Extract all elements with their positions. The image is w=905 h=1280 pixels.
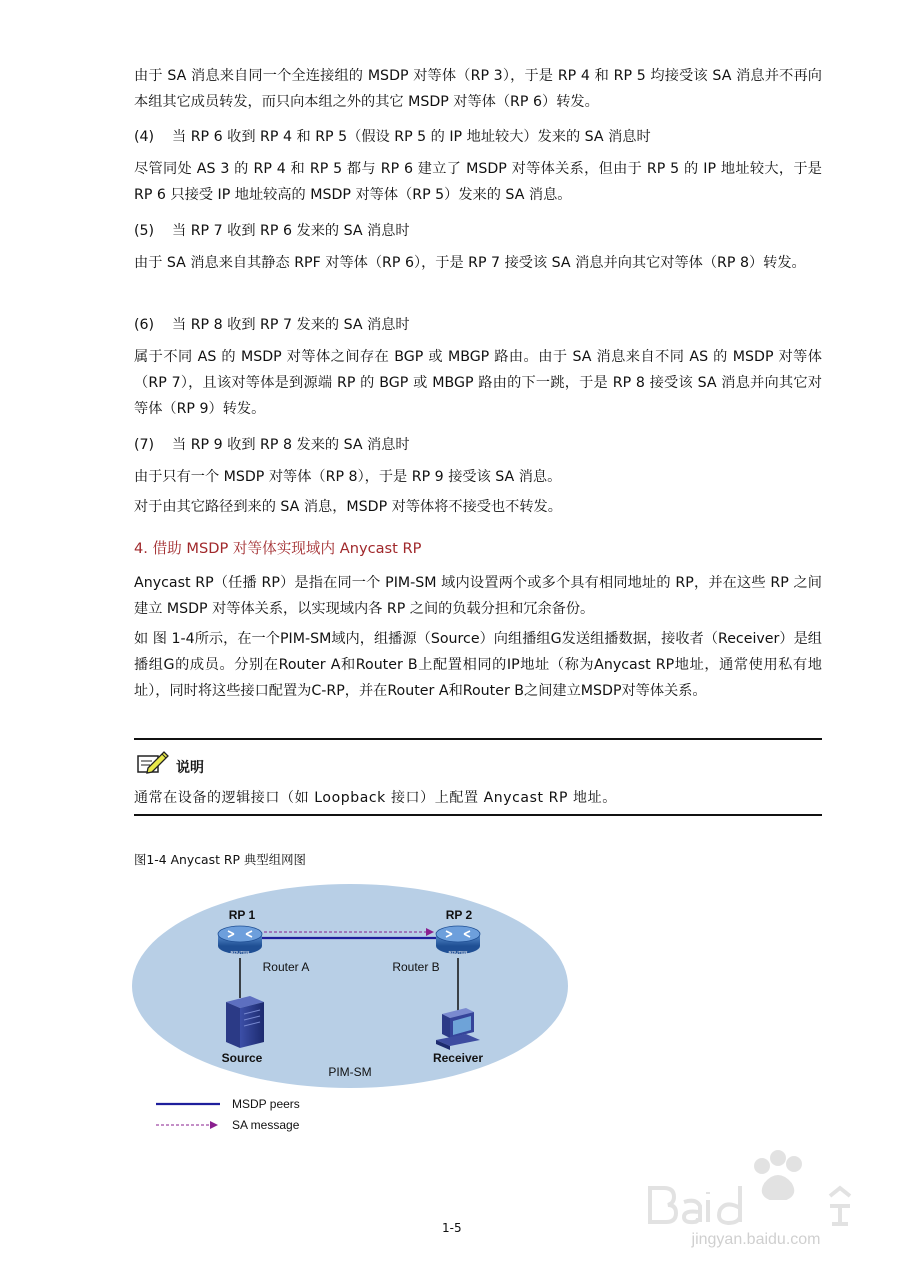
list-heading: [134, 312, 410, 338]
list-heading-text: 当 RP 6 收到 RP 4 和 RP 5（假设 RP 5 的 IP 地址较大）发来的 SA 消息时: [172, 129, 651, 145]
router-b-icon: [436, 926, 480, 955]
receiver-label: Receiver: [432, 1051, 484, 1065]
list-heading-text: 当 RP 7 收到 RP 6 发来的 SA 消息时: [172, 223, 410, 239]
section-title: 4. 借助 MSDP 对等体实现域内 Anycast RP: [134, 540, 422, 557]
paragraph: 尽管同处 AS 3 的 RP 4 和 RP 5 都与 RP 6 建立了 MSDP 对等体关系，但由于 RP 5 的 IP 地址较大，于是 RP 6 只接受 IP 地址较高的 MSDP 对等体（RP 5）发来的 SA 消息。: [134, 161, 822, 203]
list-number: (5): [134, 223, 155, 239]
list-heading-text: 当 RP 8 收到 RP 7 发来的 SA 消息时: [172, 317, 410, 333]
router-a-label: Router A: [262, 960, 310, 974]
figure-caption: 图1-4 Anycast RP 典型组网图: [134, 852, 306, 867]
list-heading: [134, 432, 410, 458]
pencil-note-icon: [136, 748, 170, 776]
router-a-badge: ROUTER: [230, 950, 250, 955]
list-number: (6): [134, 317, 155, 333]
paragraph: 属于不同 AS 的 MSDP 对等体之间存在 BGP 或 MBGP 路由。由于 SA 消息来自不同 AS 的 MSDP 对等体（RP 7），且该对等体是到源端 RP 的 BGP 或 MBGP 路由的下一跳，于是 RP 8 接受该 SA 消息并向其它对等体（RP 9）转发。: [134, 349, 822, 417]
list-number: (4): [134, 129, 155, 145]
rp1-label: RP 1: [228, 908, 256, 922]
baidu-jingyan-watermark: [640, 1140, 880, 1250]
paragraph: 由于 SA 消息来自其静态 RPF 对等体（RP 6），于是 RP 7 接受该 SA 消息并向其它对等体（RP 8）转发。: [134, 255, 806, 271]
paragraph: 如 图 1-4所示，在一个PIM-SM域内，组播源（Source）向组播组G发送组播数据，接收者（Receiver）是组播组G的成员。分别在Router A和Router B上配置相同的IP地址（称为Anycast RP地址，通常使用私有地址），同时将这些接口配置为C-RP，并在Router A和Router B之间建立MSDP对等体关系。: [134, 631, 822, 699]
paragraph: Anycast RP（任播 RP）是指在同一个 PIM-SM 域内设置两个或多个具有相同地址的 RP，并在这些 RP 之间建立 MSDP 对等体关系，以实现域内各 RP 之间的负载分担和冗余备份。: [134, 575, 822, 617]
paragraph: 对于由其它路径到来的 SA 消息，MSDP 对等体将不接受也不转发。: [134, 499, 562, 515]
list-heading: [134, 218, 410, 244]
note-top-rule: [134, 738, 822, 740]
paragraph: 由于 SA 消息来自同一个全连接组的 MSDP 对等体（RP 3），于是 RP 4 和 RP 5 均接受该 SA 消息并不再向本组其它成员转发，而只向本组之外的其它 MSDP 对等体（RP 6）转发。: [134, 68, 822, 110]
list-number: (7): [134, 437, 155, 453]
legend-sa-label: SA message: [232, 1118, 300, 1132]
page-number: 1-5: [442, 1221, 462, 1235]
list-heading-text: 当 RP 9 收到 RP 8 发来的 SA 消息时: [172, 437, 410, 453]
paragraph: 由于只有一个 MSDP 对等体（RP 8），于是 RP 9 接受该 SA 消息。: [134, 469, 562, 485]
note-body: 通常在设备的逻辑接口（如 Loopback 接口）上配置 Anycast RP 地址。: [134, 790, 617, 806]
pim-sm-domain-cloud: [132, 884, 568, 1088]
pim-sm-label: PIM-SM: [328, 1065, 372, 1079]
list-heading: [134, 124, 651, 150]
router-b-label: Router B: [392, 960, 440, 974]
source-label: Source: [221, 1051, 263, 1065]
note-title: 说明: [176, 760, 204, 776]
router-a-icon: [218, 926, 262, 955]
note-bottom-rule: [134, 814, 822, 816]
anycast-rp-diagram: [120, 880, 600, 1140]
rp2-label: RP 2: [445, 908, 473, 922]
watermark-url: jingyan.baidu.com: [691, 1231, 821, 1248]
router-b-badge: ROUTER: [448, 950, 468, 955]
legend-msdp-label: MSDP peers: [232, 1097, 300, 1111]
source-server-icon: [226, 996, 264, 1048]
